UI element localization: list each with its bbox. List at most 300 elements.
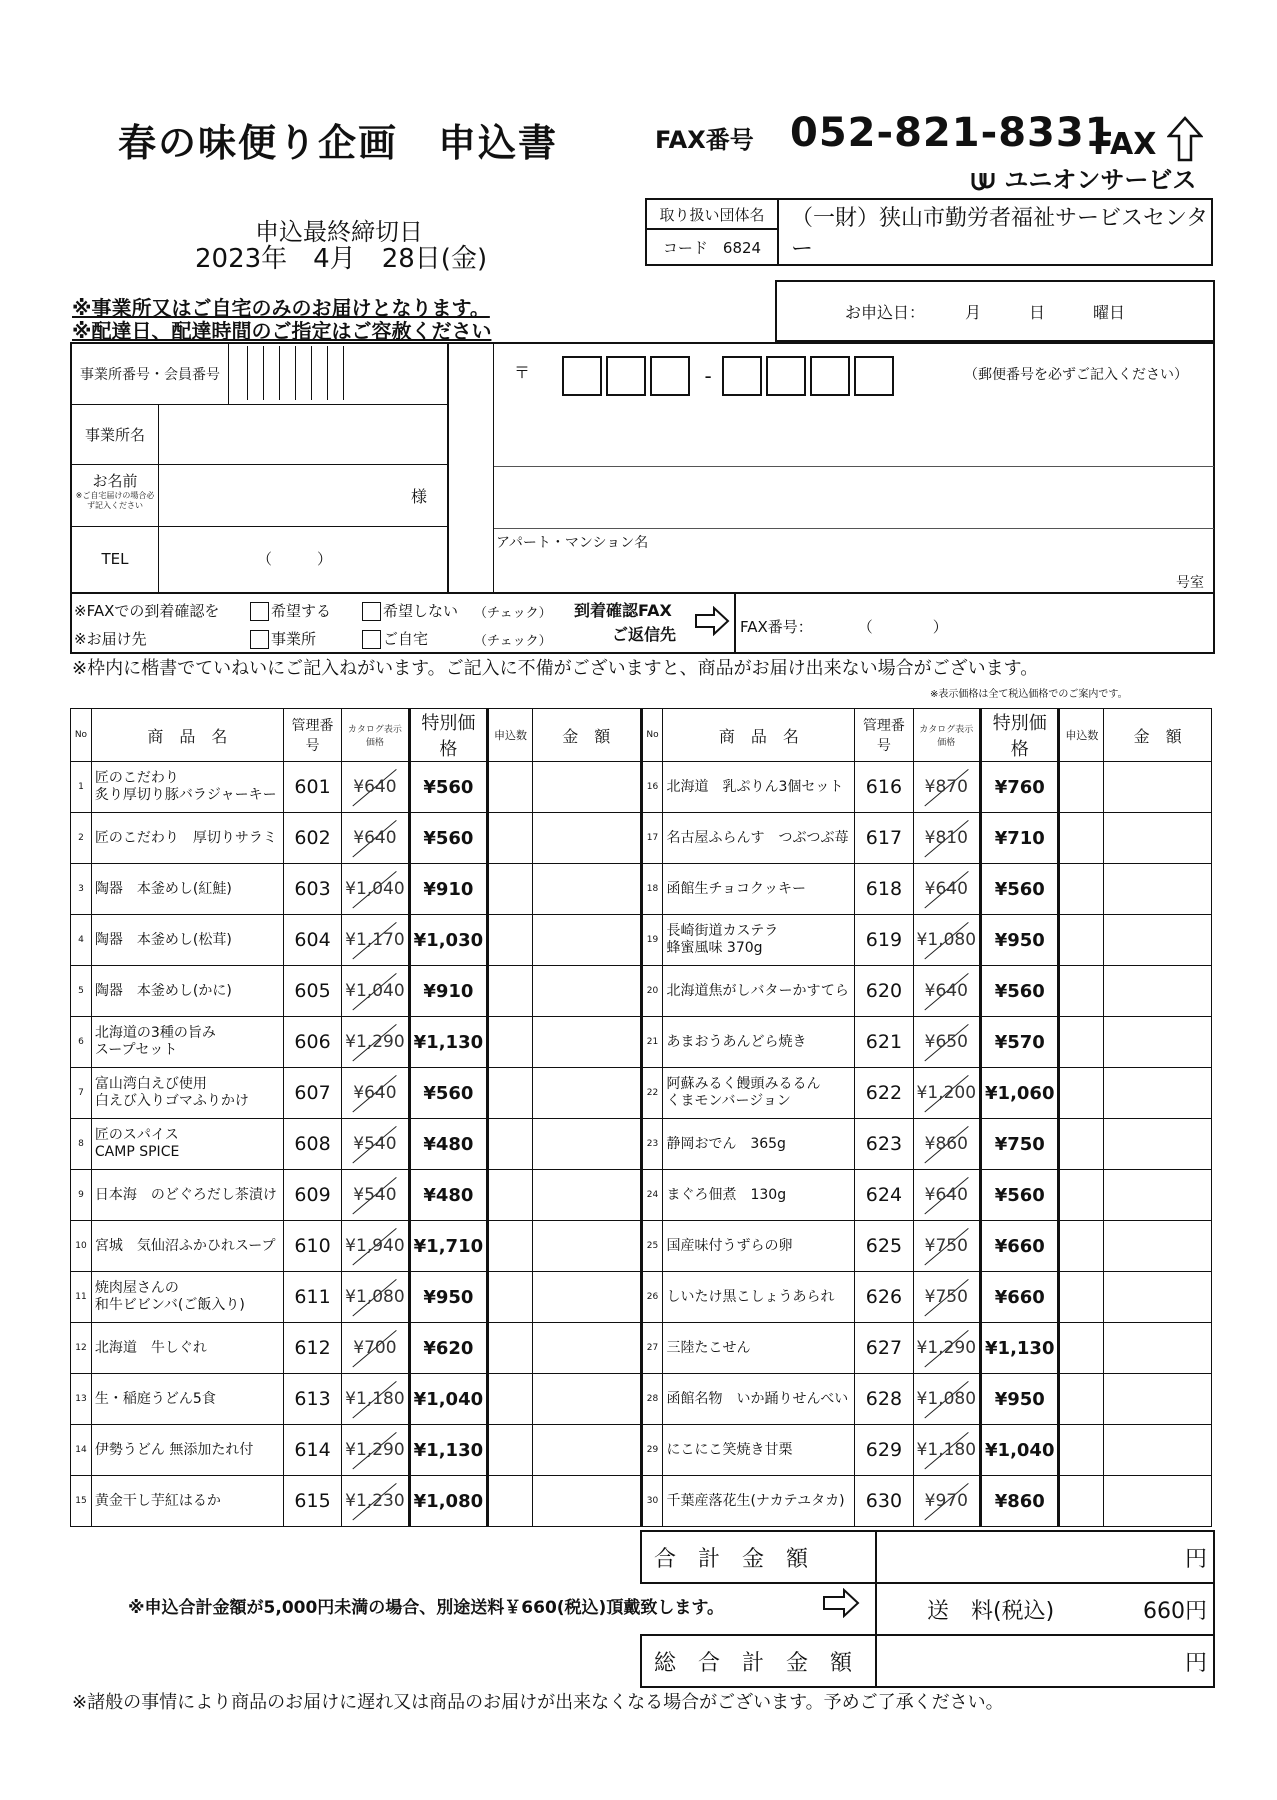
org-label: 取り扱い団体名	[646, 199, 778, 229]
product-qty-input[interactable]	[488, 1170, 533, 1221]
reply-fax-number[interactable]: FAX番号： （ ）	[740, 618, 948, 636]
col-qty-left: 申込数	[488, 709, 533, 762]
product-name-text: 北海道の3種の旨み スープセット	[94, 1025, 216, 1058]
product-no: 2	[71, 813, 92, 864]
product-no: 11	[71, 1272, 92, 1323]
company-name-label: 事業所名	[72, 404, 159, 464]
product-catalog-price-text: ¥1,080	[916, 1389, 977, 1409]
product-amount[interactable]	[1104, 1221, 1212, 1272]
product-catalog-price	[342, 1476, 409, 1527]
col-name-right: 商 品 名	[663, 709, 855, 762]
product-code: 612	[283, 1323, 341, 1374]
product-catalog-price	[342, 1425, 409, 1476]
product-code: 603	[283, 864, 341, 915]
product-amount[interactable]	[1104, 966, 1212, 1017]
product-catalog-price-text: ¥640	[353, 1083, 397, 1103]
col-special-left: 特別価格	[409, 709, 487, 762]
product-catalog-price	[913, 813, 980, 864]
product-catalog-price	[913, 1272, 980, 1323]
product-code: 630	[855, 1476, 913, 1527]
product-catalog-price	[342, 1323, 409, 1374]
col-amount-right: 金 額	[1104, 709, 1212, 762]
zip-digit-box[interactable]	[722, 356, 762, 396]
totals-table	[640, 1530, 1215, 1688]
product-amount[interactable]	[532, 1323, 641, 1374]
product-amount[interactable]	[532, 1476, 641, 1527]
company-logo-text: ユニオンサービス	[1004, 166, 1197, 194]
reply-to-label: ご返信先	[612, 625, 677, 644]
product-catalog-price	[913, 1119, 980, 1170]
product-amount[interactable]	[532, 915, 641, 966]
tel-paren: （ ）	[257, 550, 333, 568]
product-special-price: ¥560	[981, 1170, 1059, 1221]
product-name-text: にこにこ笑焼き甘栗	[666, 1441, 793, 1458]
not-want-label: 希望しない	[383, 602, 459, 620]
product-name-text: 函館生チョコクッキー	[666, 880, 807, 897]
product-name	[663, 762, 855, 813]
product-name-text: 阿蘇みるく饅頭みるるん くまモンバージョン	[666, 1076, 821, 1109]
product-name	[91, 813, 283, 864]
tax-note: ※表示価格は全て税込価格でのご案内です。	[930, 689, 1128, 700]
product-qty-input[interactable]	[1059, 762, 1104, 813]
product-special-price: ¥560	[981, 864, 1059, 915]
product-amount[interactable]	[532, 1374, 641, 1425]
want-option[interactable]	[250, 600, 331, 621]
subtotal-yen: 円	[1184, 1546, 1207, 1572]
product-qty-input[interactable]	[488, 915, 533, 966]
careful-notice: ※枠内に楷書でていねいにご記入ねがいます。ご記入に不備がございますと、商品がお届け出来ない場合がございます。	[72, 658, 1039, 679]
table-row	[71, 1374, 1212, 1425]
product-catalog-price-text: ¥540	[353, 1134, 397, 1154]
col-code-left: 管理番号	[283, 709, 341, 762]
product-no: 29	[641, 1425, 663, 1476]
org-name: （一財）狭山市勤労者福祉サービスセンター	[778, 199, 1212, 265]
product-qty-input[interactable]	[1059, 915, 1104, 966]
product-catalog-price-text: ¥640	[924, 879, 968, 899]
product-qty-input[interactable]	[488, 1272, 533, 1323]
zip-note: （郵便番号を必ずご記入ください）	[964, 367, 1188, 383]
product-catalog-price	[342, 864, 409, 915]
office-option[interactable]	[250, 628, 316, 649]
product-no: 12	[71, 1323, 92, 1374]
shipping-label: 送 料(税込)	[927, 1598, 1055, 1624]
product-catalog-price	[913, 1068, 980, 1119]
product-qty-input[interactable]	[1059, 1323, 1104, 1374]
product-code: 615	[283, 1476, 341, 1527]
product-special-price: ¥750	[981, 1119, 1059, 1170]
want-label: 希望する	[271, 602, 332, 620]
product-amount[interactable]	[532, 966, 641, 1017]
product-name	[91, 1476, 283, 1527]
product-name-text: 千葉産落花生(ナカテユタカ)	[666, 1492, 845, 1509]
zip-digit-box[interactable]	[810, 356, 850, 396]
product-amount[interactable]	[1104, 1272, 1212, 1323]
table-row	[71, 1221, 1212, 1272]
up-arrow-icon	[1167, 116, 1203, 162]
customer-name-label-cell	[72, 464, 159, 526]
product-catalog-price-text: ¥750	[924, 1287, 968, 1307]
table-row	[71, 1170, 1212, 1221]
product-amount[interactable]	[532, 762, 641, 813]
product-qty-input[interactable]	[1059, 1476, 1104, 1527]
zip-digit-box[interactable]	[562, 356, 602, 396]
product-name-text: 名古屋ふらんす つぶつぶ苺	[666, 829, 849, 846]
product-amount[interactable]	[1104, 1119, 1212, 1170]
product-code: 614	[283, 1425, 341, 1476]
product-name-text: 匠のこだわり 厚切りサラミ	[94, 829, 277, 846]
zip-boxes[interactable]	[562, 356, 898, 396]
footer-notice: ※諸般の事情により商品のお届けに遅れ又は商品のお届けが出来なくなる場合がございます。予めご了承ください。	[72, 1692, 1004, 1713]
product-catalog-price	[342, 1272, 409, 1323]
product-qty-input[interactable]	[488, 966, 533, 1017]
product-code: 613	[283, 1374, 341, 1425]
not-want-checkbox[interactable]	[362, 602, 381, 621]
product-catalog-price	[913, 1170, 980, 1221]
product-no: 24	[641, 1170, 663, 1221]
product-name	[91, 1221, 283, 1272]
tel-label: TEL	[72, 526, 159, 592]
reply-fax-label: 到着確認FAX	[574, 601, 672, 620]
zip-dash: -	[704, 364, 712, 388]
product-no: 7	[71, 1068, 92, 1119]
product-code: 601	[283, 762, 341, 813]
product-special-price: ¥1,040	[981, 1425, 1059, 1476]
home-label: ご自宅	[383, 630, 429, 648]
table-row	[71, 915, 1212, 966]
table-row	[71, 813, 1212, 864]
product-no: 22	[641, 1068, 663, 1119]
member-number-field[interactable]	[232, 346, 344, 400]
product-qty-input[interactable]	[488, 1425, 533, 1476]
product-name-text: 函館名物 いか踊りせんべい	[666, 1390, 849, 1407]
shipping-cell	[876, 1583, 1214, 1635]
product-code: 618	[855, 864, 913, 915]
product-name	[91, 864, 283, 915]
product-special-price: ¥560	[409, 1068, 487, 1119]
product-amount[interactable]	[1104, 762, 1212, 813]
product-catalog-price-text: ¥1,200	[916, 1083, 977, 1103]
product-special-price: ¥950	[409, 1272, 487, 1323]
table-row	[71, 1272, 1212, 1323]
product-code: 610	[283, 1221, 341, 1272]
product-catalog-price-text: ¥870	[924, 777, 968, 797]
table-row	[71, 1119, 1212, 1170]
product-qty-input[interactable]	[1059, 1272, 1104, 1323]
product-special-price: ¥950	[981, 1374, 1059, 1425]
product-code: 626	[855, 1272, 913, 1323]
notice-line2: ※配達日、配達時間のご指定はご容赦ください	[72, 319, 492, 343]
product-qty-input[interactable]	[1059, 1017, 1104, 1068]
deadline-label: 申込最終締切日	[255, 218, 423, 246]
product-catalog-price	[913, 1323, 980, 1374]
product-catalog-price-text: ¥1,170	[345, 930, 405, 950]
product-qty-input[interactable]	[1059, 966, 1104, 1017]
product-name	[663, 1323, 855, 1374]
fax-word-text: FAX	[1093, 127, 1157, 162]
col-code-right: 管理番号	[855, 709, 913, 762]
zip-digit-box[interactable]	[854, 356, 894, 396]
product-code: 617	[855, 813, 913, 864]
product-special-price: ¥1,130	[981, 1323, 1059, 1374]
grand-total-value[interactable]	[876, 1635, 1214, 1687]
product-name	[91, 1272, 283, 1323]
product-special-price: ¥660	[981, 1272, 1059, 1323]
product-catalog-price	[342, 966, 409, 1017]
product-name	[91, 1119, 283, 1170]
address-block[interactable]	[494, 344, 1214, 592]
not-want-option[interactable]	[362, 600, 458, 621]
product-catalog-price-text: ¥1,290	[345, 1032, 405, 1052]
product-name	[663, 1476, 855, 1527]
product-no: 14	[71, 1425, 92, 1476]
product-code: 620	[855, 966, 913, 1017]
product-catalog-price-text: ¥1,290	[345, 1440, 405, 1460]
product-amount[interactable]	[1104, 1374, 1212, 1425]
product-catalog-price	[342, 1068, 409, 1119]
product-qty-input[interactable]	[1059, 1221, 1104, 1272]
product-no: 18	[641, 864, 663, 915]
product-code: 616	[855, 762, 913, 813]
col-catalog-left: カタログ表示価格	[342, 709, 409, 762]
product-special-price: ¥560	[409, 762, 487, 813]
product-catalog-price-text: ¥860	[924, 1134, 968, 1154]
product-name-text: 北海道 乳ぷりん3個セット	[666, 778, 844, 795]
fax-label: FAX番号	[655, 126, 754, 154]
subtotal-value[interactable]	[876, 1531, 1214, 1583]
product-table	[70, 708, 1212, 1527]
tel-row[interactable]	[72, 526, 447, 592]
product-no: 5	[71, 966, 92, 1017]
product-qty-input[interactable]	[488, 1017, 533, 1068]
subtotal-label: 合 計 金 額	[641, 1531, 876, 1583]
product-no: 25	[641, 1221, 663, 1272]
product-no: 6	[71, 1017, 92, 1068]
company-name-row[interactable]	[72, 404, 447, 465]
col-name-left: 商 品 名	[91, 709, 283, 762]
product-name-text: 三陸たこせん	[666, 1339, 751, 1356]
product-qty-input[interactable]	[1059, 1068, 1104, 1119]
company-logo	[970, 160, 1196, 195]
product-amount[interactable]	[1104, 813, 1212, 864]
product-no: 16	[641, 762, 663, 813]
zip-digit-box[interactable]	[606, 356, 646, 396]
table-row	[71, 1476, 1212, 1527]
product-name	[91, 966, 283, 1017]
product-amount[interactable]	[1104, 1476, 1212, 1527]
product-amount[interactable]	[1104, 915, 1212, 966]
product-amount[interactable]	[532, 1068, 641, 1119]
product-amount[interactable]	[532, 864, 641, 915]
product-name-text: 焼肉屋さんの 和牛ビビンバ(ご飯入り)	[94, 1280, 245, 1313]
product-special-price: ¥1,060	[981, 1068, 1059, 1119]
product-catalog-price	[342, 1374, 409, 1425]
application-date-label: お申込日： 月 日 曜日	[845, 303, 1126, 322]
product-special-price: ¥910	[409, 966, 487, 1017]
product-special-price: ¥620	[409, 1323, 487, 1374]
product-catalog-price	[913, 1221, 980, 1272]
product-name	[91, 762, 283, 813]
product-no: 10	[71, 1221, 92, 1272]
product-special-price: ¥910	[409, 864, 487, 915]
product-amount[interactable]	[1104, 1017, 1212, 1068]
product-qty-input[interactable]	[488, 1119, 533, 1170]
product-name-text: しいたけ黒こしょうあられ	[666, 1288, 835, 1305]
product-name	[663, 1221, 855, 1272]
product-code: 622	[855, 1068, 913, 1119]
customer-name-label: お名前	[92, 472, 138, 490]
zip-digit-box[interactable]	[650, 356, 690, 396]
grand-total-row	[641, 1635, 1214, 1687]
product-no: 30	[641, 1476, 663, 1527]
product-name	[91, 1068, 283, 1119]
home-option[interactable]	[362, 628, 428, 649]
product-no: 17	[641, 813, 663, 864]
page-title: 春の味便り企画 申込書	[118, 121, 559, 165]
product-qty-input[interactable]	[1059, 813, 1104, 864]
product-qty-input[interactable]	[488, 762, 533, 813]
product-catalog-price-text: ¥1,040	[345, 981, 405, 1001]
apartment-label: アパート・マンション名	[496, 535, 649, 551]
product-header-row	[71, 709, 1212, 762]
col-catalog-right: カタログ表示価格	[913, 709, 980, 762]
product-qty-input[interactable]	[488, 1323, 533, 1374]
product-catalog-price-text: ¥540	[353, 1185, 397, 1205]
product-catalog-price-text: ¥640	[924, 1185, 968, 1205]
product-amount[interactable]	[532, 1119, 641, 1170]
table-row	[71, 966, 1212, 1017]
options-row	[72, 592, 1213, 654]
product-amount[interactable]	[1104, 1425, 1212, 1476]
product-catalog-price-text: ¥640	[353, 828, 397, 848]
product-qty-input[interactable]	[1059, 1374, 1104, 1425]
product-no: 15	[71, 1476, 92, 1527]
member-number-label: 事業所番号・会員番号	[72, 344, 229, 404]
product-catalog-price-text: ¥1,940	[345, 1236, 405, 1256]
organization-table	[645, 198, 1213, 266]
product-amount[interactable]	[532, 1425, 641, 1476]
office-label: 事業所	[271, 630, 317, 648]
product-catalog-price	[913, 1374, 980, 1425]
product-qty-input[interactable]	[488, 1374, 533, 1425]
product-catalog-price	[342, 915, 409, 966]
product-name	[91, 1170, 283, 1221]
col-no-left: No	[71, 709, 92, 762]
col-special-right: 特別価格	[981, 709, 1059, 762]
product-qty-input[interactable]	[1059, 1119, 1104, 1170]
union-service-logo-icon	[970, 169, 996, 191]
product-catalog-price-text: ¥650	[924, 1032, 968, 1052]
product-name-text: あまおうあんどら焼き	[666, 1033, 807, 1050]
product-name-text: 黄金干し芋紅はるか	[94, 1492, 221, 1509]
product-amount[interactable]	[532, 1272, 641, 1323]
product-code: 611	[283, 1272, 341, 1323]
product-amount[interactable]	[1104, 864, 1212, 915]
fax-number: 052-821-8331	[790, 110, 1114, 156]
grand-total-label: 総 合 計 金 額	[641, 1635, 876, 1687]
customer-form	[70, 342, 1215, 654]
product-qty-input[interactable]	[488, 813, 533, 864]
product-amount[interactable]	[532, 1170, 641, 1221]
application-date-box[interactable]	[775, 280, 1215, 342]
product-code: 607	[283, 1068, 341, 1119]
product-amount[interactable]	[532, 1017, 641, 1068]
product-name	[663, 966, 855, 1017]
product-name-text: 宮城 気仙沼ふかひれスープ	[94, 1237, 276, 1254]
product-code: 624	[855, 1170, 913, 1221]
product-name	[91, 1017, 283, 1068]
product-amount[interactable]	[532, 1221, 641, 1272]
room-label: 号室	[1176, 575, 1204, 591]
zip-digit-box[interactable]	[766, 356, 806, 396]
product-name-text: 匠のスパイス CAMP SPICE	[94, 1127, 180, 1160]
product-catalog-price	[913, 762, 980, 813]
product-catalog-price	[342, 1017, 409, 1068]
product-amount[interactable]	[1104, 1068, 1212, 1119]
product-no: 23	[641, 1119, 663, 1170]
product-qty-input[interactable]	[1059, 1170, 1104, 1221]
table-row	[71, 1323, 1212, 1374]
product-catalog-price	[342, 1170, 409, 1221]
check-note-1: （チェック）	[474, 606, 552, 621]
product-name-text: 陶器 本釜めし(松茸)	[94, 931, 232, 948]
product-amount[interactable]	[1104, 1170, 1212, 1221]
home-checkbox[interactable]	[362, 630, 381, 649]
shipping-arrow-icon	[822, 1588, 860, 1618]
product-qty-input[interactable]	[488, 1221, 533, 1272]
product-code: 609	[283, 1170, 341, 1221]
product-name-text: 北海道焦がしバターかすてら	[666, 982, 849, 999]
product-qty-input[interactable]	[1059, 864, 1104, 915]
product-special-price: ¥1,130	[409, 1017, 487, 1068]
product-catalog-price-text: ¥1,080	[345, 1287, 405, 1307]
product-special-price: ¥660	[981, 1221, 1059, 1272]
product-amount[interactable]	[532, 813, 641, 864]
product-no: 13	[71, 1374, 92, 1425]
want-checkbox[interactable]	[250, 602, 269, 621]
product-name-text: 富山湾白えび使用 白えび入りゴマふりかけ	[94, 1076, 249, 1109]
col-no-right: No	[641, 709, 663, 762]
product-name	[663, 1017, 855, 1068]
product-name	[91, 1323, 283, 1374]
shipping-row	[641, 1583, 1214, 1635]
product-special-price: ¥570	[981, 1017, 1059, 1068]
table-row	[71, 1068, 1212, 1119]
product-name	[663, 1425, 855, 1476]
product-qty-input[interactable]	[488, 1476, 533, 1527]
product-name	[663, 1068, 855, 1119]
product-name	[91, 915, 283, 966]
product-catalog-price	[342, 762, 409, 813]
office-checkbox[interactable]	[250, 630, 269, 649]
table-row	[71, 864, 1212, 915]
product-name	[663, 1374, 855, 1425]
customer-name-note: ※ご自宅届けの場合必ず記入ください	[75, 491, 155, 510]
product-qty-input[interactable]	[488, 1068, 533, 1119]
product-special-price: ¥1,710	[409, 1221, 487, 1272]
shipping-value: 660円	[1143, 1598, 1207, 1624]
product-code: 625	[855, 1221, 913, 1272]
product-amount[interactable]	[1104, 1323, 1212, 1374]
product-qty-input[interactable]	[1059, 1425, 1104, 1476]
product-qty-input[interactable]	[488, 864, 533, 915]
product-code: 629	[855, 1425, 913, 1476]
product-special-price: ¥1,040	[409, 1374, 487, 1425]
product-code: 619	[855, 915, 913, 966]
product-catalog-price-text: ¥640	[924, 981, 968, 1001]
organization-box	[645, 198, 1213, 262]
product-name	[663, 813, 855, 864]
customer-name-row[interactable]	[72, 464, 447, 527]
